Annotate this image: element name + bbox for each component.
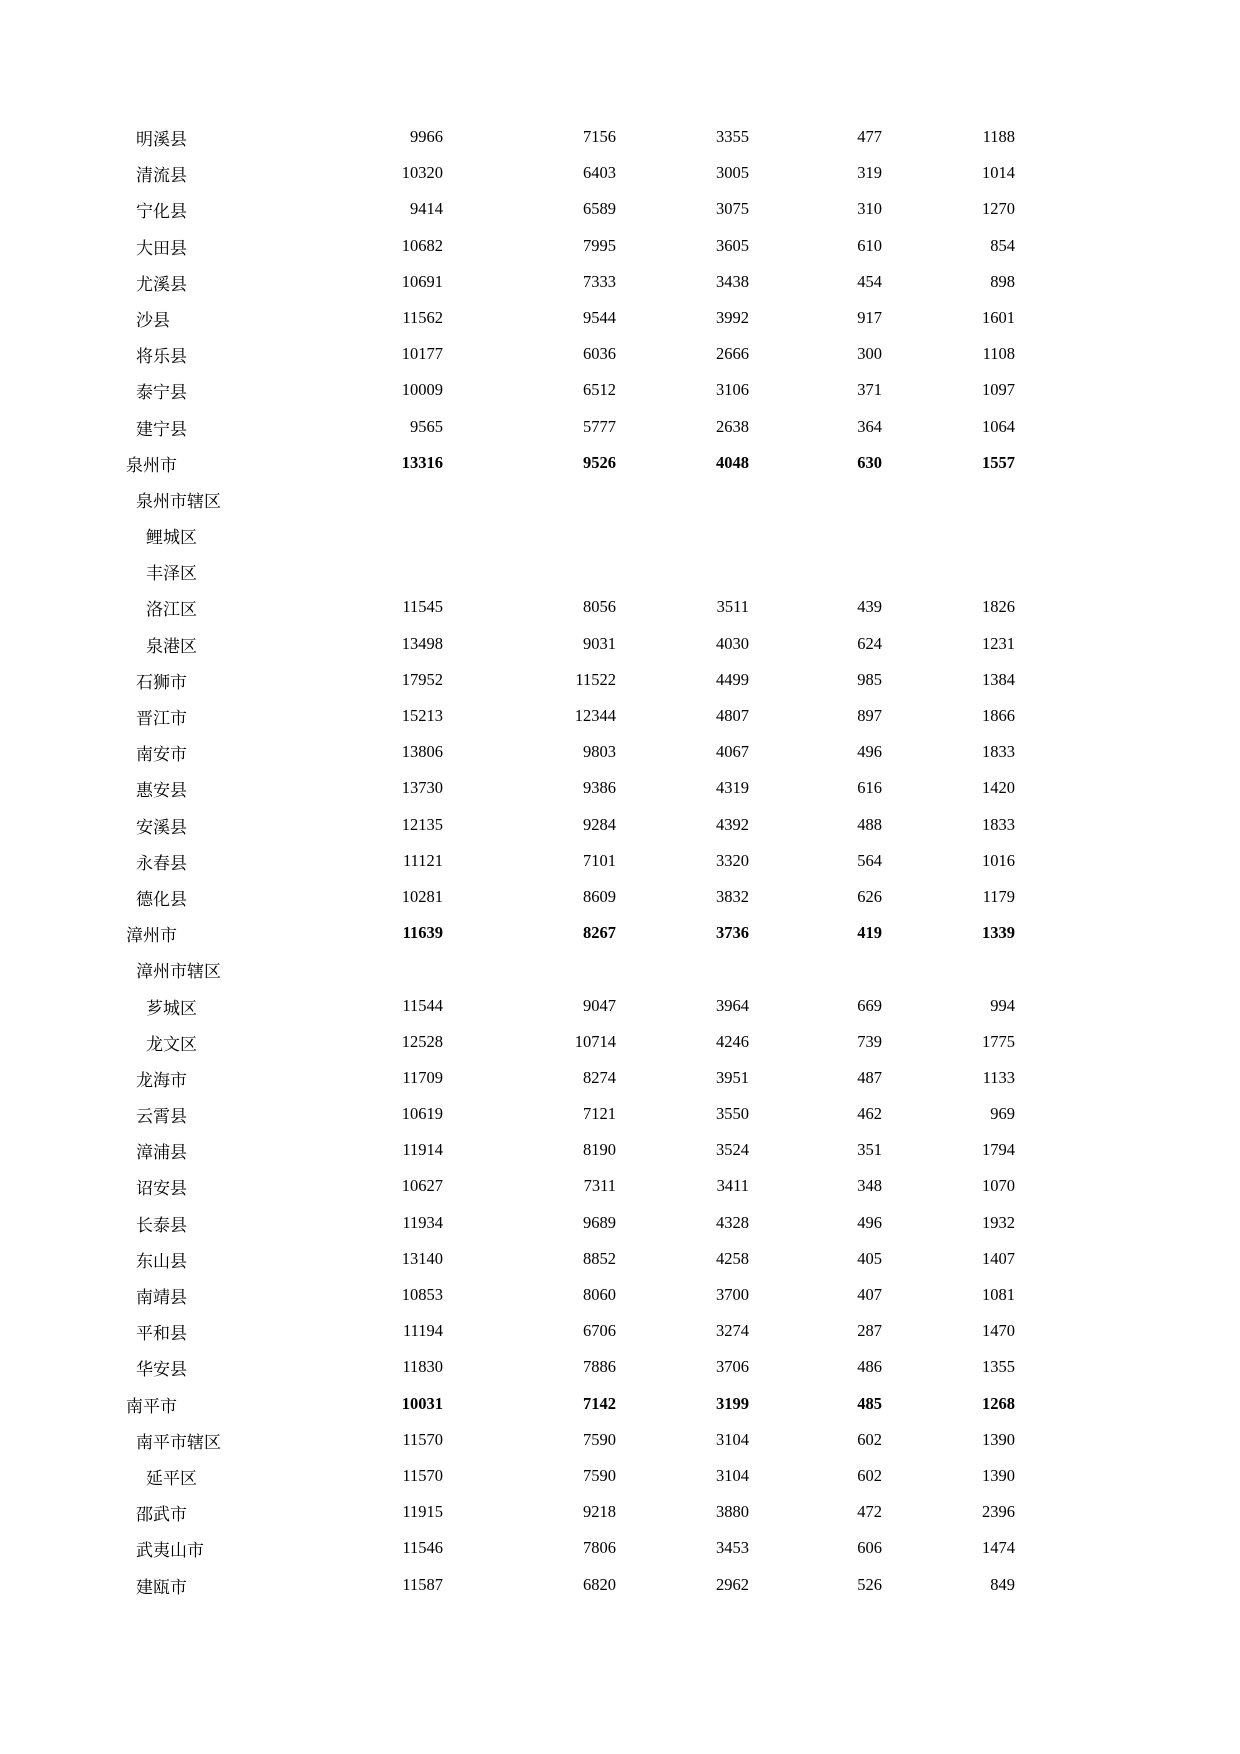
value-cell: 3992 [716,307,749,327]
value-cell: 3106 [716,380,749,400]
value-cell: 854 [990,235,1015,255]
table-row [0,701,1240,737]
table-row [0,810,1240,846]
region-name: 永春县 [136,853,187,874]
value-cell: 454 [857,271,882,291]
value-cell: 1339 [982,923,1015,943]
value-cell: 11546 [402,1538,443,1558]
value-cell: 8190 [583,1140,616,1160]
value-cell: 488 [857,814,882,834]
value-cell: 3951 [716,1067,749,1087]
region-name: 清流县 [136,166,187,187]
table-row [0,1461,1240,1497]
value-cell: 3411 [716,1176,749,1196]
value-cell: 3075 [716,199,749,219]
region-name: 云霄县 [136,1107,187,1128]
value-cell: 4499 [716,669,749,689]
value-cell: 8056 [583,597,616,617]
value-cell: 3511 [716,597,749,617]
table-row [0,375,1240,411]
value-cell: 3964 [716,995,749,1015]
table-row [0,122,1240,158]
value-cell: 8274 [583,1067,616,1087]
value-cell: 602 [857,1429,882,1449]
value-cell: 3274 [716,1321,749,1341]
value-cell: 1133 [982,1067,1015,1087]
value-cell: 3438 [716,271,749,291]
value-cell: 564 [857,850,882,870]
value-cell: 1866 [982,706,1015,725]
table-row [0,991,1240,1027]
region-name: 南靖县 [136,1288,187,1308]
value-cell: 7590 [583,1465,616,1485]
value-cell: 1014 [982,163,1015,183]
table-row [0,194,1240,230]
value-cell: 319 [857,163,882,183]
value-cell: 9526 [583,452,616,472]
value-cell: 1097 [982,380,1015,400]
value-cell: 616 [857,778,882,798]
region-name: 宁化县 [136,202,187,223]
value-cell: 1270 [982,199,1015,219]
value-cell: 11915 [402,1502,443,1522]
value-cell: 11570 [402,1465,443,1485]
value-cell: 4258 [716,1248,749,1268]
table-row [0,773,1240,809]
table-row [0,1135,1240,1171]
value-cell: 739 [857,1031,882,1051]
region-name: 芗城区 [146,998,197,1019]
region-name: 南安市 [136,745,187,766]
value-cell: 6512 [583,380,616,400]
value-cell: 17952 [401,669,443,689]
value-cell: 487 [857,1067,882,1087]
value-cell: 3880 [716,1502,749,1522]
value-cell: 10320 [401,163,443,183]
value-cell: 10714 [574,1031,616,1051]
value-cell: 11639 [402,923,443,943]
value-cell: 6403 [583,163,616,183]
value-cell: 3104 [716,1429,749,1449]
table-row [0,1099,1240,1135]
value-cell: 1390 [982,1429,1015,1449]
region-name: 晋江市 [136,709,187,729]
value-cell: 9047 [583,995,616,1015]
value-cell: 3706 [716,1357,749,1377]
value-cell: 7886 [583,1357,616,1377]
value-cell: 7806 [583,1538,616,1558]
value-cell: 4067 [716,742,749,762]
value-cell: 405 [857,1248,882,1268]
value-cell: 1420 [982,778,1015,798]
value-cell: 1826 [982,597,1015,617]
region-name: 东山县 [136,1251,187,1272]
region-name: 沙县 [136,310,170,331]
value-cell: 5777 [583,416,616,436]
table-row [0,1497,1240,1533]
city-summary-row [0,1389,1240,1425]
region-name: 建宁县 [136,419,187,440]
region-name: 漳州市辖区 [136,962,221,983]
region-name: 长泰县 [136,1215,187,1236]
region-name: 安溪县 [136,817,187,838]
value-cell: 462 [857,1104,882,1124]
value-cell: 4328 [716,1212,749,1232]
table-row [0,882,1240,918]
value-cell: 371 [857,380,882,400]
value-cell: 12528 [401,1031,443,1051]
value-cell: 11914 [402,1140,443,1160]
city-summary-row [0,448,1240,484]
value-cell: 2666 [716,344,749,364]
value-cell: 9966 [410,127,443,146]
table-row [0,665,1240,701]
region-name: 大田县 [136,238,187,259]
value-cell: 7121 [583,1104,616,1124]
region-name: 平和县 [136,1324,187,1345]
value-cell: 917 [857,307,882,327]
value-cell: 3005 [716,163,749,183]
value-cell: 8609 [583,886,616,906]
value-cell: 11522 [575,669,616,689]
value-cell: 6589 [583,199,616,219]
table-row [0,1352,1240,1388]
value-cell: 419 [857,923,882,943]
value-cell: 9414 [410,199,443,219]
value-cell: 897 [857,706,882,725]
value-cell: 8267 [583,923,616,943]
value-cell: 1794 [982,1140,1015,1160]
value-cell: 610 [857,235,882,255]
value-cell: 4048 [716,452,749,472]
table-row [0,303,1240,339]
value-cell: 15213 [401,706,443,725]
value-cell: 9386 [583,778,616,798]
value-cell: 6706 [583,1321,616,1341]
table-row [0,1063,1240,1099]
region-name: 龙海市 [136,1070,187,1091]
value-cell: 1407 [982,1248,1015,1268]
value-cell: 1932 [982,1212,1015,1232]
value-cell: 1355 [982,1357,1015,1377]
value-cell: 11570 [402,1429,443,1449]
region-name: 南平市辖区 [136,1432,221,1453]
region-name: 石狮市 [136,672,187,693]
value-cell: 13316 [401,452,443,472]
value-cell: 2638 [716,416,749,436]
value-cell: 11934 [402,1212,443,1232]
value-cell: 13498 [401,633,443,653]
value-cell: 351 [857,1140,882,1160]
value-cell: 3832 [716,886,749,906]
city-summary-row [0,918,1240,954]
value-cell: 1470 [982,1321,1015,1341]
value-cell: 994 [990,995,1015,1015]
table-row [0,158,1240,194]
value-cell: 985 [857,669,882,689]
value-cell: 4246 [716,1031,749,1051]
value-cell: 1081 [982,1285,1015,1304]
value-cell: 439 [857,597,882,617]
table-row [0,267,1240,303]
table-row [0,1171,1240,1207]
table-row [0,846,1240,882]
value-cell: 12135 [401,814,443,834]
value-cell: 10281 [401,886,443,906]
region-name: 明溪县 [136,130,187,150]
table-row [0,592,1240,628]
statistics-table [0,122,1240,1606]
value-cell: 11587 [402,1574,443,1594]
value-cell: 4030 [716,633,749,653]
value-cell: 9218 [583,1502,616,1522]
value-cell: 7995 [583,235,616,255]
value-cell: 624 [857,633,882,653]
table-row [0,412,1240,448]
value-cell: 1601 [982,307,1015,327]
value-cell: 1179 [982,886,1015,906]
value-cell: 3199 [716,1393,749,1413]
value-cell: 9031 [583,633,616,653]
region-name: 诏安县 [136,1179,187,1200]
value-cell: 4807 [716,706,749,725]
value-cell: 10627 [401,1176,443,1196]
value-cell: 1474 [982,1538,1015,1558]
value-cell: 486 [857,1357,882,1377]
region-name: 泉州市 [126,455,177,476]
value-cell: 8852 [583,1248,616,1268]
value-cell: 6820 [583,1574,616,1594]
value-cell: 287 [857,1321,882,1341]
region-name: 鲤城区 [146,528,197,549]
value-cell: 602 [857,1465,882,1485]
value-cell: 1231 [982,633,1015,653]
value-cell: 2396 [982,1502,1015,1522]
table-row [0,484,1240,520]
region-name: 泉港区 [146,636,197,657]
value-cell: 849 [990,1574,1015,1594]
value-cell: 630 [857,452,882,472]
value-cell: 496 [857,1212,882,1232]
value-cell: 11121 [402,850,443,870]
table-row [0,1425,1240,1461]
value-cell: 3605 [716,235,749,255]
region-name: 漳浦县 [136,1143,187,1164]
region-name: 建瓯市 [136,1577,187,1598]
table-row [0,1027,1240,1063]
value-cell: 407 [857,1285,882,1304]
value-cell: 7333 [583,271,616,291]
value-cell: 12344 [574,706,616,725]
value-cell: 13806 [401,742,443,762]
value-cell: 11544 [402,995,443,1015]
region-name: 惠安县 [136,781,187,802]
region-name: 延平区 [146,1468,197,1489]
value-cell: 3320 [716,850,749,870]
value-cell: 1390 [982,1465,1015,1485]
value-cell: 8060 [583,1285,616,1304]
region-name: 泉州市辖区 [136,491,221,512]
value-cell: 10682 [401,235,443,255]
value-cell: 11545 [402,597,443,617]
value-cell: 477 [857,127,882,146]
value-cell: 969 [990,1104,1015,1124]
table-row [0,231,1240,267]
value-cell: 526 [857,1574,882,1594]
value-cell: 10853 [401,1285,443,1304]
value-cell: 4319 [716,778,749,798]
value-cell: 669 [857,995,882,1015]
table-row [0,339,1240,375]
value-cell: 9544 [583,307,616,327]
region-name: 尤溪县 [136,274,187,295]
value-cell: 7311 [583,1176,616,1196]
table-row [0,1533,1240,1569]
region-name: 泰宁县 [136,383,187,404]
value-cell: 10691 [401,271,443,291]
value-cell: 10031 [401,1393,443,1413]
value-cell: 10619 [401,1104,443,1124]
value-cell: 364 [857,416,882,436]
value-cell: 1016 [982,850,1015,870]
value-cell: 310 [857,199,882,219]
table-row [0,520,1240,556]
table-row [0,1280,1240,1316]
table-row [0,737,1240,773]
value-cell: 9689 [583,1212,616,1232]
value-cell: 13730 [401,778,443,798]
region-name: 华安县 [136,1360,187,1381]
value-cell: 7156 [583,127,616,146]
value-cell: 9803 [583,742,616,762]
value-cell: 3104 [716,1465,749,1485]
table-row [0,1316,1240,1352]
value-cell: 3453 [716,1538,749,1558]
value-cell: 3700 [716,1285,749,1304]
value-cell: 1775 [982,1031,1015,1051]
value-cell: 606 [857,1538,882,1558]
value-cell: 11194 [402,1321,443,1341]
value-cell: 7101 [583,850,616,870]
value-cell: 300 [857,344,882,364]
value-cell: 3736 [716,923,749,943]
table-row [0,1570,1240,1606]
value-cell: 7142 [583,1393,616,1413]
value-cell: 10177 [401,344,443,364]
value-cell: 1108 [982,344,1015,364]
region-name: 武夷山市 [136,1541,204,1562]
value-cell: 4392 [716,814,749,834]
value-cell: 11830 [402,1357,443,1377]
region-name: 龙文区 [146,1034,197,1055]
value-cell: 7590 [583,1429,616,1449]
value-cell: 898 [990,271,1015,291]
value-cell: 1557 [982,452,1015,472]
region-name: 丰泽区 [146,564,197,585]
value-cell: 9565 [410,416,443,436]
value-cell: 1070 [982,1176,1015,1196]
value-cell: 485 [857,1393,882,1413]
value-cell: 1188 [982,127,1015,146]
table-row [0,629,1240,665]
value-cell: 472 [857,1502,882,1522]
value-cell: 1833 [982,814,1015,834]
value-cell: 3524 [716,1140,749,1160]
table-row [0,954,1240,990]
value-cell: 496 [857,742,882,762]
region-name: 洛江区 [146,600,197,621]
value-cell: 3355 [716,127,749,146]
region-name: 将乐县 [136,347,187,368]
value-cell: 1384 [982,669,1015,689]
table-row [0,1244,1240,1280]
table-row [0,1208,1240,1244]
table-row [0,556,1240,592]
region-name: 漳州市 [126,926,177,947]
value-cell: 1064 [982,416,1015,436]
value-cell: 2962 [716,1574,749,1594]
region-name: 南平市 [126,1396,177,1417]
value-cell: 11562 [402,307,443,327]
value-cell: 1268 [982,1393,1015,1413]
value-cell: 626 [857,886,882,906]
value-cell: 10009 [401,380,443,400]
value-cell: 6036 [583,344,616,364]
value-cell: 1833 [982,742,1015,762]
value-cell: 9284 [583,814,616,834]
region-name: 邵武市 [136,1505,187,1526]
value-cell: 3550 [716,1104,749,1124]
value-cell: 348 [857,1176,882,1196]
region-name: 德化县 [136,889,187,910]
value-cell: 11709 [402,1067,443,1087]
value-cell: 13140 [401,1248,443,1268]
